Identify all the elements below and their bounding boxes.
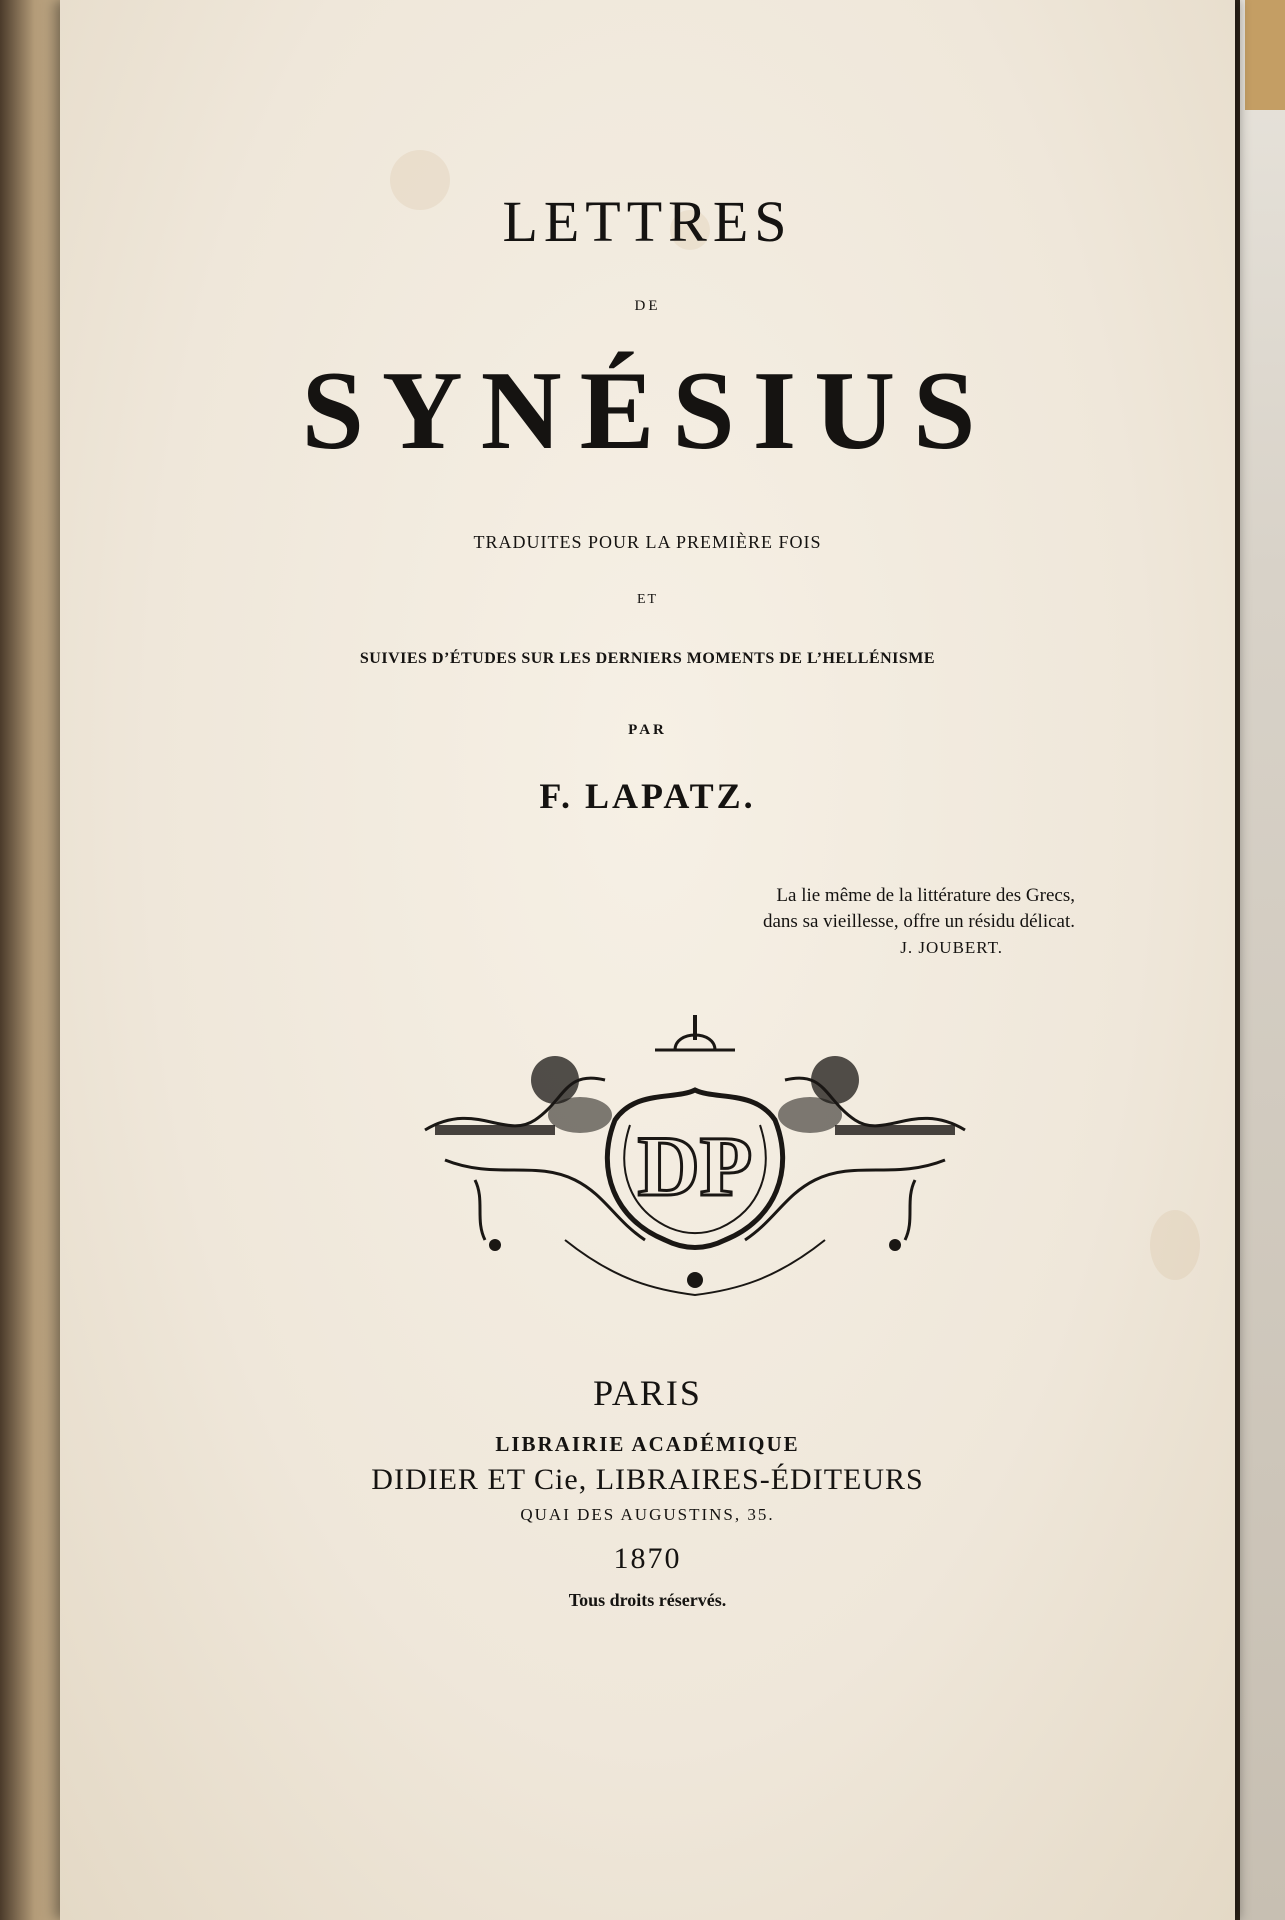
foxing-spot [1150, 1210, 1200, 1280]
imprint-city: PARIS [593, 1373, 702, 1413]
title-line-1: LETTRES [502, 189, 793, 254]
title-page [60, 0, 1235, 1920]
subtitle-line-1: TRADUITES POUR LA PREMIÈRE FOIS [473, 532, 822, 552]
imprint-publisher-2: DIDIER ET Cie, LIBRAIRES-ÉDITEURS [371, 1463, 924, 1496]
main-title: SYNÉSIUS [301, 349, 994, 473]
background-surface [1240, 0, 1285, 1920]
vignette-monogram: DP [637, 1118, 753, 1214]
author-name: F. LAPATZ. [539, 776, 756, 816]
book-board-corner [1245, 0, 1285, 110]
epigraph-line-1: La lie même de la littérature des Grecs, [776, 885, 1075, 906]
epigraph [635, 883, 1075, 961]
imprint-year: 1870 [613, 1542, 682, 1575]
rights-notice: Tous droits réservés. [568, 1590, 727, 1610]
imprint-publisher-1: LIBRAIRIE ACADÉMIQUE [495, 1432, 800, 1456]
publisher-vignette-icon [415, 1010, 975, 1300]
by-line: PAR [628, 722, 667, 738]
imprint-address: QUAI DES AUGUSTINS, 35. [520, 1505, 775, 1524]
subtitle-conjunction: ET [636, 592, 659, 607]
title-line-2: DE [634, 298, 661, 314]
subtitle-line-2: SUIVIES D’ÉTUDES SUR LES DERNIERS MOMENTS DE L’HELLÉNISME [359, 650, 936, 667]
epigraph-attribution: J. JOUBERT. [900, 938, 1003, 957]
epigraph-line-2: dans sa vieillesse, offre un résidu délicat. [763, 911, 1075, 932]
